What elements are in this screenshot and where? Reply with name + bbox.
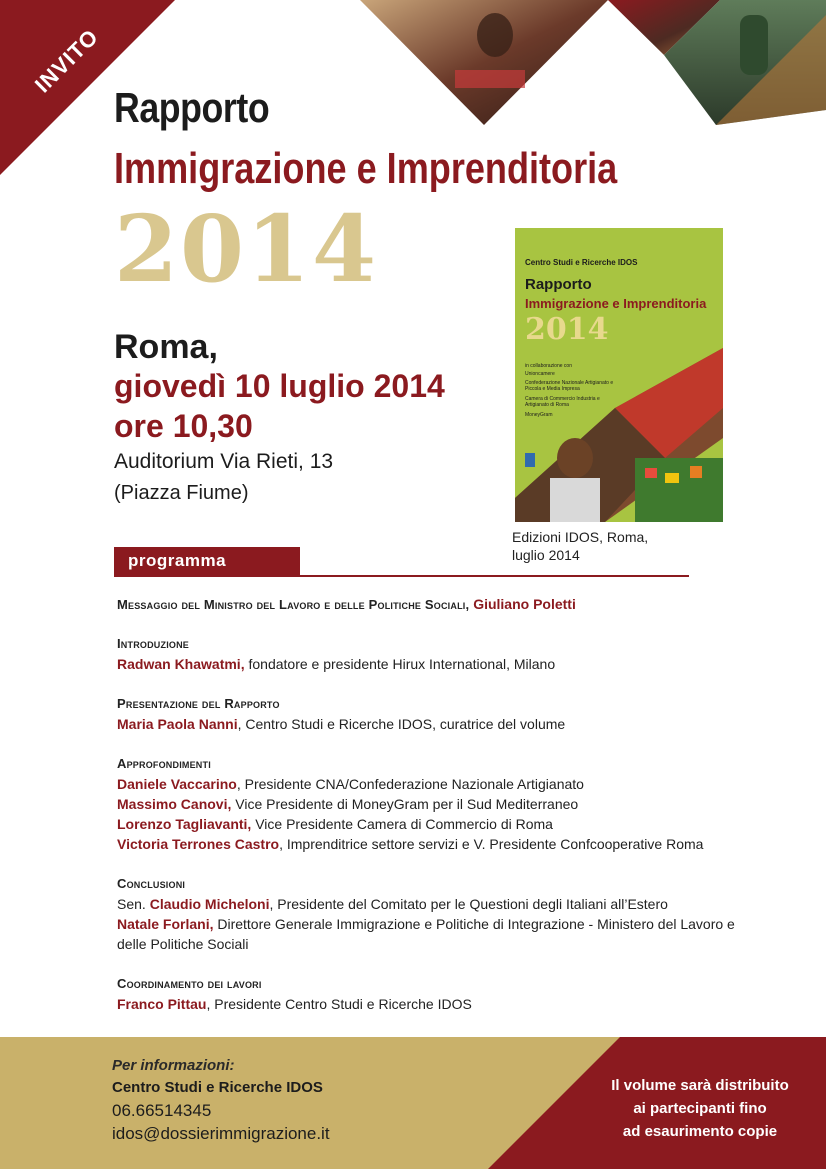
section-heading: Conclusioni (117, 876, 186, 891)
book-partner: MoneyGram (525, 412, 553, 418)
section-conclusioni (117, 874, 757, 954)
footer-distribution-note (600, 1074, 800, 1143)
section-introduzione (117, 634, 777, 674)
section-approfondimenti (117, 754, 777, 854)
section-messaggio (117, 594, 777, 615)
footer-organization: Centro Studi e Ricerche IDOS (112, 1079, 323, 1096)
book-collab: in collaborazione con (525, 363, 572, 369)
speaker-name: Victoria Terrones Castro (117, 836, 280, 852)
speaker-name: Lorenzo Tagliavanti, (117, 816, 252, 832)
speaker-name: Natale Forlani, (117, 916, 214, 932)
book-cover-photo (515, 348, 723, 522)
book-partner: Camera di Commercio Industria e Artigianato di Roma (525, 396, 600, 408)
speaker-name: Claudio Micheloni (149, 896, 270, 912)
speaker-name: Massimo Canovi, (117, 796, 232, 812)
book-title-line2: Immigrazione e Imprenditoria (525, 296, 707, 311)
header-photo-collage (360, 0, 826, 130)
invito-label: INVITO (29, 23, 104, 98)
speaker-name: Radwan Khawatmi, (117, 656, 245, 672)
book-year: 2014 (525, 312, 609, 347)
book-partner: Unioncamere (525, 371, 555, 377)
event-venue: Auditorium Via Rieti, 13 (114, 450, 334, 473)
event-time: ore 10,30 (114, 408, 253, 444)
speaker-name: Daniele Vaccarino (117, 776, 237, 792)
book-title-line1: Rapporto (525, 276, 592, 293)
speaker-role: , Presidente CNA/Confederazione Nazionale Artigianato (236, 776, 584, 792)
book-publisher: Centro Studi e Ricerche IDOS (525, 258, 638, 267)
section-heading: Coordinamento dei lavori (117, 976, 262, 991)
speaker-role: , Presidente Centro Studi e Ricerche IDOS (206, 996, 472, 1012)
programma-divider (114, 575, 689, 577)
speaker-name: Maria Paola Nanni (117, 716, 238, 732)
section-heading: Introduzione (117, 636, 190, 651)
footer-phone: 06.66514345 (112, 1101, 212, 1120)
title-year: 2014 (114, 195, 379, 303)
section-heading: Approfondimenti (117, 756, 211, 771)
speaker-name: Franco Pittau (117, 996, 207, 1012)
book-caption-line2: luglio 2014 (512, 547, 580, 563)
speaker-role: , Presidente del Comitato per le Questioni degli Italiani all’Estero (269, 896, 668, 912)
speaker-role: , Imprenditrice settore servizi e V. Presidente Confcooperative Roma (279, 836, 704, 852)
section-heading: Messaggio del Ministro del Lavoro e delle Politiche Sociali, (117, 597, 470, 612)
event-city: Roma, (114, 328, 218, 366)
section-coordinamento (117, 974, 777, 1014)
event-venue-detail: (Piazza Fiume) (114, 482, 249, 504)
title-rapporto: Rapporto (114, 84, 270, 131)
footer-email[interactable]: idos@dossierimmigrazione.it (112, 1124, 330, 1143)
speaker-role: , Centro Studi e Ricerche IDOS, curatrice del volume (237, 716, 566, 732)
speaker-role: Direttore Generale Immigrazione e Politiche di Integrazione - Ministero del Lavoro e delle Politiche Sociali (117, 916, 735, 952)
book-cover (515, 228, 723, 522)
programma-heading: programma (128, 551, 227, 570)
speaker-role: Vice Presidente di MoneyGram per il Sud Mediterraneo (231, 796, 579, 812)
section-heading: Presentazione del Rapporto (117, 696, 280, 711)
title-subject: Immigrazione e Imprenditoria (114, 144, 618, 193)
speaker-prefix: Sen. (117, 896, 150, 912)
section-presentazione (117, 694, 777, 734)
speaker-name: Giuliano Poletti (473, 596, 576, 612)
footer-note-line: ai partecipanti fino (633, 1100, 767, 1117)
footer-note-line: Il volume sarà distribuito (611, 1077, 789, 1094)
footer-info-label: Per informazioni: (112, 1057, 235, 1074)
footer-note-line: ad esaurimento copie (622, 1123, 778, 1140)
speaker-role: Vice Presidente Camera di Commercio di Roma (251, 816, 553, 832)
book-caption-line1: Edizioni IDOS, Roma, (512, 529, 649, 545)
book-partner: Confederazione Nazionale Artigianato e Piccola e Media Impresa (525, 380, 614, 392)
event-date: giovedì 10 luglio 2014 (114, 368, 445, 404)
book-caption (512, 528, 682, 564)
speaker-role: fondatore e presidente Hirux International, Milano (244, 656, 556, 672)
